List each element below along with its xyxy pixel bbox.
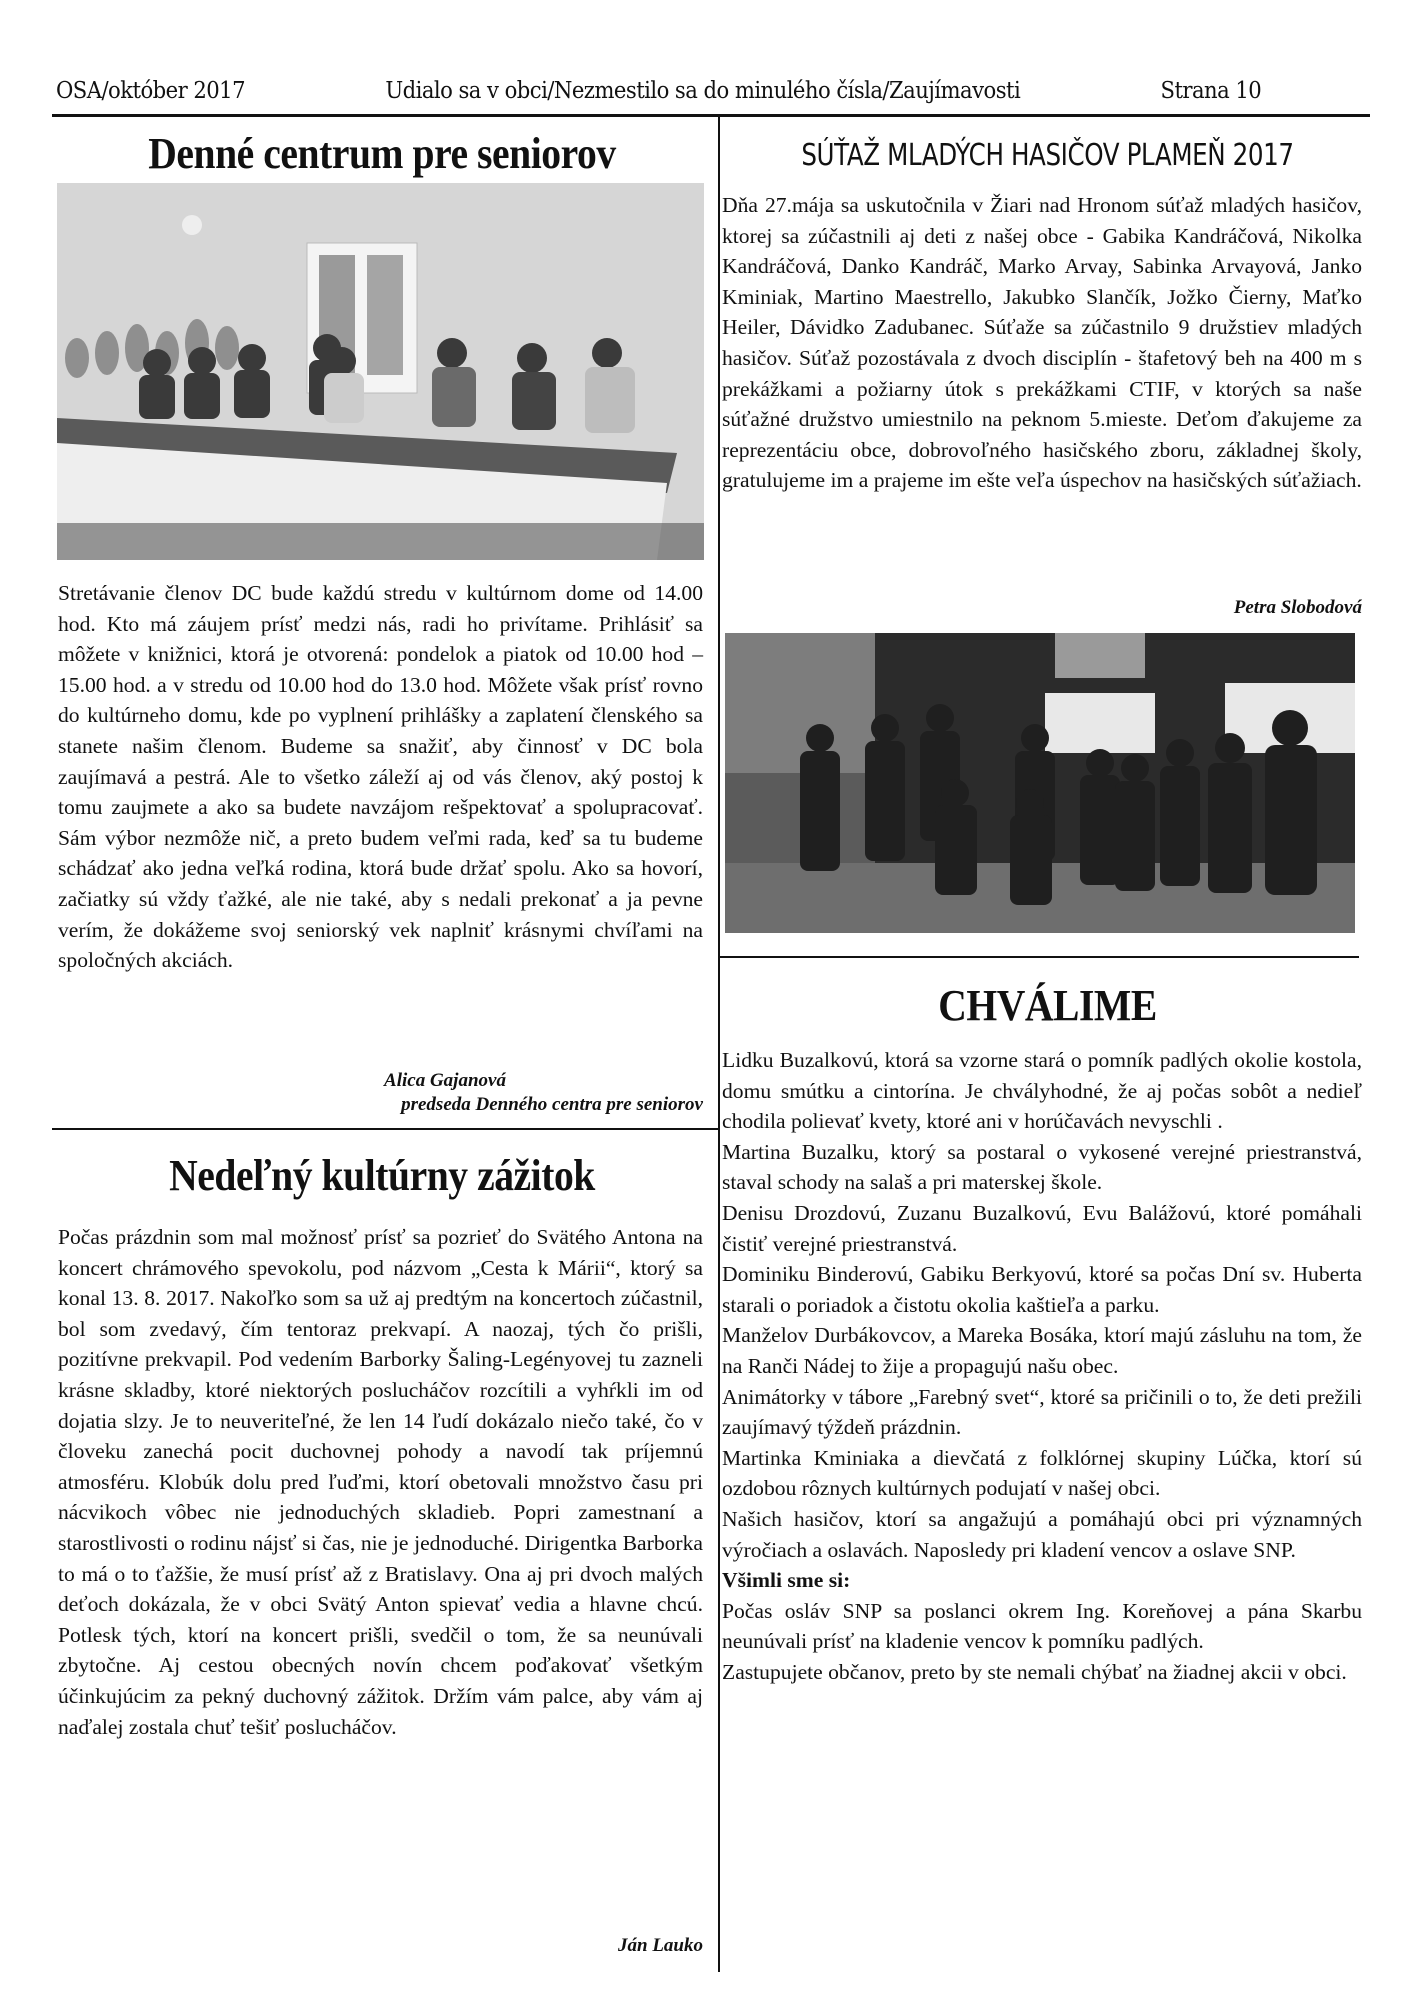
praise-paragraph: Našich hasičov, ktorí sa angažujú a pomáhajú obci pri významných výročiach a oslavách. Naposledy pri kladení vencov a oslave SNP. [722,1506,1362,1562]
seniors-article-body [58,578,703,976]
seniors-photo [57,183,704,560]
article-title-seniors: Denné centrum pre seniorov [148,129,616,178]
praise-paragraph: Martinka Kminiaka a dievčatá z folklórnej skupiny Lúčka, ktorí sú ozdobou rôznych kultúrnych podujatí v našej obci. [722,1445,1362,1501]
column-divider [718,116,720,1972]
page-header [56,78,1261,112]
article-title-firefighters: SÚŤAŽ MLADÝCH HASIČOV PLAMEŇ 2017 [801,138,1294,173]
header-rule [52,114,1370,117]
seniors-author: Alica Gajanová [384,1070,506,1091]
section-label: Udialo sa v obci/Nezmestilo sa do minulého čísla/Zaujímavosti [385,78,1021,104]
praise-paragraph: Martina Buzalku, ktorý sa postaral o vykosené verejné priestranstvá, staval schody na salaš a pri materskej škole. [722,1139,1362,1195]
praise-paragraph: Animátorky v tábore „Farebný svet“, ktoré sa pričinili o to, že deti prežili zaujímavý týždeň prázdnin. [722,1384,1362,1440]
seniors-photo-illustration [57,183,704,560]
concert-author: Ján Lauko [618,1935,703,1956]
issue-label: OSA/október 2017 [56,78,245,104]
section-rule-right [719,956,1359,958]
firefighters-article-text: Dňa 27.mája sa uskutočnila v Žiari nad Hronom súťaž mladých hasičov, ktorej sa zúčastnili aj deti z našej obce - Gabika Kandráčová, Nikolka Kandráčová, Danko Kandráč, Marko Arvay, Sabinka Arvayová, Janko Kminiak, Martino Maestrello, Jakubko Slančík, Jožko Čierny, Maťko Heiler, Dávidko Zadubanec. Súťaže sa zúčastnilo 9 družstiev mladých hasičov. Súťaž pozostávala z dvoch disciplín - štafetový beh na 400 m s prekážkami a požiarny útok s prekážkami CTIF, v ktorých sa naše súťažné družstvo umiestnilo na peknom 5.mieste. Deťom ďakujeme za reprezentáciu obce, dobrovoľného hasičského zboru, základnej školy, gratulujeme im a prajeme im ešte veľa úspechov na hasičských súťažiach. [722,193,1362,493]
firefighters-article-body [722,190,1362,496]
noticed-heading: Všimli sme si: [722,1568,851,1593]
page-number: Strana 10 [1160,78,1262,104]
firefighters-photo [725,633,1355,933]
concert-article-text: Počas prázdnin som mal možnosť prísť sa pozrieť do Svätého Antona na koncert chrámového spevokolu, pod názvom „Cesta k Márii“, ktorý sa konal 13. 8. 2017. Nakoľko som sa už aj predtým na koncertoch zúčastnil, bol som zvedavý, čím tentoraz prekvapí. A naozaj, tých čo prišli, pozitívne prekvapil. Pod vedením Barborky Šaling-Legényovej tu zazneli krásne skladby, ktoré niektorých poslucháčov rozcítili a vyhŕkli im od dojatia slzy. Je to neuveriteľné, že len 14 ľudí dokázalo niečo také, čo v človeku zanechá pocit duchovnej pohody a navodí tak príjemnú atmosféru. Klobúk dolu pred ľuďmi, ktorí obetovali množstvo času pri nácvikoch vôbec nie jednoduchých skladieb. Popri zamestnaní a starostlivosti o rodinu nájsť si čas, nie je jednoduché. Dirigentka Barborka to má o to ťažšie, že musí prísť až z Bratislavy. Ona aj pri dvoch malých deťoch dokázala, že v obci Svätý Anton spievať vedia a hlavne chcú. Potlesk tých, ktorí na koncert prišli, svedčil o tom, že sa neunúvali zbytočne. Aj cestou obecných novín chcem poďakovať všetkým účinkujúcim za pekný duchovný zážitok. Držím vám palce, aby vám aj naďalej zostala chuť tešiť poslucháčov. [58,1225,703,1739]
article-title-concert: Nedeľný kultúrny zážitok [169,1151,595,1200]
noticed-paragraph: Počas osláv SNP sa poslanci okrem Ing. Koreňovej a pána Skarbu neunúvali prísť na kladenie vencov k pomníku padlých. [722,1598,1362,1654]
section-rule-left [52,1128,718,1130]
firefighters-photo-illustration [725,633,1355,933]
article-title-praise: CHVÁLIME [938,981,1157,1030]
praise-article-body [722,1045,1362,1687]
praise-paragraph: Manželov Durbákovcov, a Mareka Bosáka, ktorí majú zásluhu na tom, že na Ranči Nádej to žije a propagujú našu obec. [722,1323,1362,1378]
praise-paragraph: Dominiku Binderovú, Gabiku Berkyovú, ktoré sa počas Dní sv. Huberta starali o poriadok a čistotu okolia kaštieľa a parku. [722,1262,1362,1317]
praise-paragraph: Lidku Buzalkovú, ktorá sa vzorne stará o pomník padlých okolie kostola, domu smútku a cintorína. Je chvályhodné, že aj počas sobôt a nedieľ chodila polievať kvety, ktoré ani v horúčavách nevyschli . [722,1048,1362,1134]
concert-article-body [58,1222,703,1742]
seniors-author-role: predseda Denného centra pre seniorov [401,1094,703,1115]
seniors-article-text: Stretávanie členov DC bude každú stredu v kultúrnom dome od 14.00 hod. Kto má záujem prísť medzi nás, radi ho privítame. Prihlásiť sa môžete v knižnici, ktorá je otvorená: pondelok a piatok od 10.00 hod – 15.00 hod. a v stredu od 10.00 hod do 13.0 hod. Môžete však prísť rovno do kultúrneho domu, kde po vyplnení prihlášky a zaplatení členského sa stanete našim členom. Budeme sa snažiť, aby činnosť v DC bola zaujímavá a pestrá. Ale to všetko záleží aj od vás členov, aký postoj k tomu zaujmete a ako sa budete navzájom rešpektovať a spolupracovať. Sám výbor nezmôže nič, a preto budem veľmi rada, keď sa tu budeme schádzať ako jedna veľká rodina, ktorá bude držať spolu. Ako sa hovorí, začiatky sú vždy ťažké, ale nie také, aby s nedali prekonať a ja pevne verím, že dokážeme svoj seniorský vek naplniť krásnymi chvíľami na spoločných akciách. [58,581,703,973]
noticed-paragraph: Zastupujete občanov, preto by ste nemali chýbať na žiadnej akcii v obci. [722,1659,1347,1684]
firefighters-author: Petra Slobodová [1233,597,1362,618]
praise-paragraph: Denisu Drozdovú, Zuzanu Buzalkovú, Evu Balážovú, ktoré pomáhali čistiť verejné priestranstvá. [722,1200,1362,1256]
